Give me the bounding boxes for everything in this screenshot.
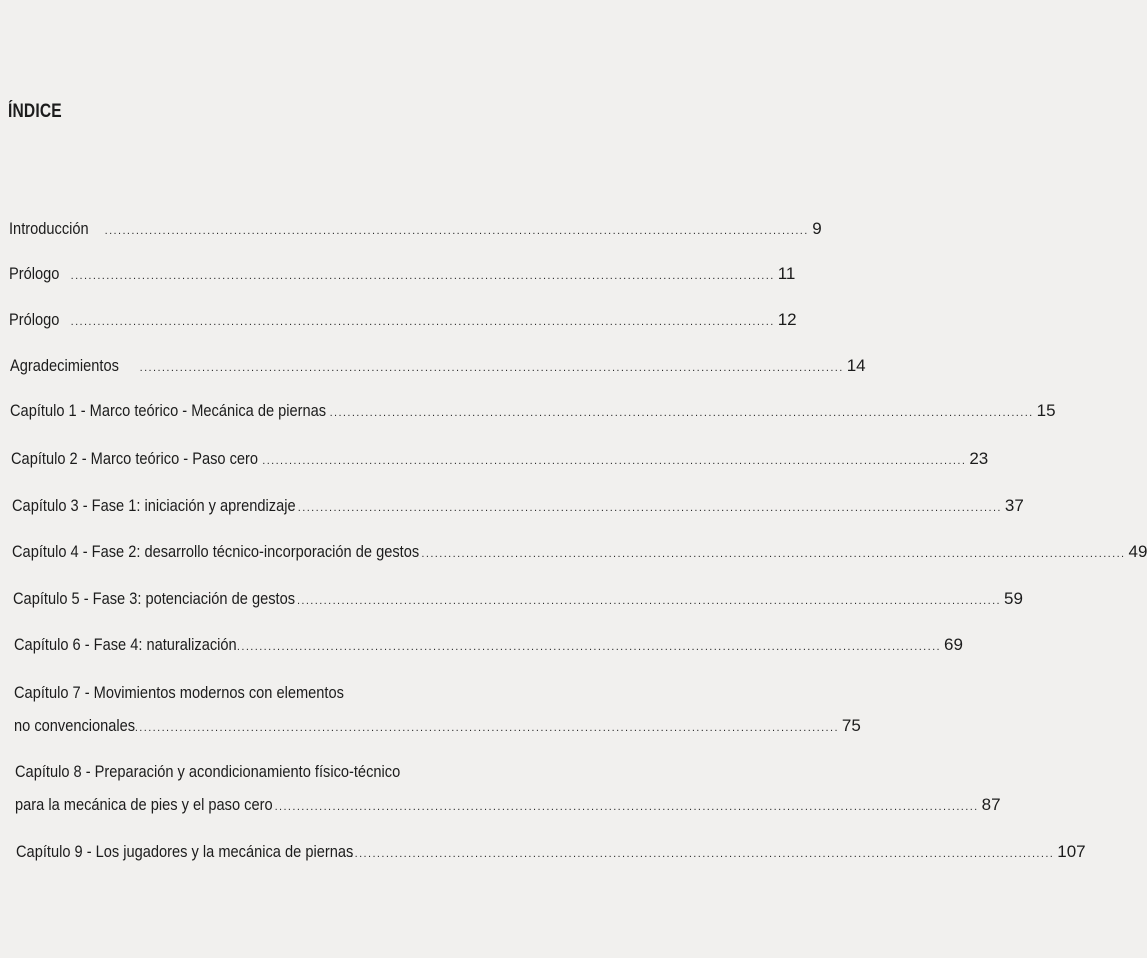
toc-entry-prologo-2 xyxy=(9,310,797,332)
toc-entry-page: 107 xyxy=(1057,842,1086,861)
toc-entry-page: 59 xyxy=(1004,589,1023,608)
leader-dots: .............................................................................................................................................................. xyxy=(297,502,1002,514)
leader-dots: .............................................................................................................................................................. xyxy=(262,455,967,467)
toc-entry-capitulo-9 xyxy=(16,842,1086,864)
toc-entry-label: Introducción xyxy=(9,219,89,238)
leader-dots: .............................................................................................................................................................. xyxy=(70,316,775,328)
leader-dots: .............................................................................................................................................................. xyxy=(236,641,941,653)
toc-entry-label: Capítulo 3 - Fase 1: iniciación y aprendizaje xyxy=(12,496,296,515)
toc-entry-label: Capítulo 9 - Los jugadores y la mecánica de piernas xyxy=(16,842,354,861)
toc-entry-capitulo-5 xyxy=(13,589,1023,611)
toc-entry-capitulo-6 xyxy=(14,635,963,657)
leader-dots: .............................................................................................................................................................. xyxy=(296,595,1002,607)
toc-entry-label-line1: Capítulo 8 - Preparación y acondicionamiento físico-técnico xyxy=(15,762,401,781)
toc-entry-capitulo-3 xyxy=(12,496,1024,518)
toc-entry-label-line2: no convencionales xyxy=(14,716,136,735)
toc-entry-label-line1: Capítulo 7 - Movimientos modernos con elementos xyxy=(14,683,344,702)
leader-dots: .............................................................................................................................................................. xyxy=(274,801,979,813)
toc-entry-capitulo-1 xyxy=(10,401,1056,423)
toc-entry-page: 11 xyxy=(777,264,796,283)
toc-entry-capitulo-4 xyxy=(12,542,1147,564)
leader-dots: .............................................................................................................................................................. xyxy=(329,407,1034,419)
leader-dots: .............................................................................................................................................................. xyxy=(350,848,1055,860)
leader-dots: .............................................................................................................................................................. xyxy=(139,362,844,374)
toc-entry-label: Prólogo xyxy=(9,264,60,283)
index-title: ÍNDICE xyxy=(8,101,62,122)
toc-entry-page: 23 xyxy=(969,449,989,468)
leader-dots: .............................................................................................................................................................. xyxy=(134,722,839,734)
toc-entry-label: Capítulo 2 - Marco teórico - Paso cero xyxy=(11,449,259,468)
leader-dots: .............................................................................................................................................................. xyxy=(104,225,809,237)
toc-entry-page: 12 xyxy=(777,310,797,329)
toc-entry-page: 37 xyxy=(1004,496,1024,515)
toc-entry-label: Capítulo 6 - Fase 4: naturalización xyxy=(14,635,237,654)
toc-entry-agradecimientos xyxy=(10,356,866,378)
toc-entry-introduccion xyxy=(9,219,822,241)
toc-entry-capitulo-8 xyxy=(15,762,1001,817)
toc-entry-prologo-1 xyxy=(9,264,796,286)
leader-dots: .............................................................................................................................................................. xyxy=(70,270,775,282)
toc-entry-label: Capítulo 1 - Marco teórico - Mecánica de piernas xyxy=(10,401,327,420)
toc-entry-label-line2: para la mecánica de pies y el paso cero xyxy=(15,795,273,814)
toc-entry-page: 75 xyxy=(841,716,861,735)
toc-entry-label: Prólogo xyxy=(9,310,60,329)
toc-entry-page: 69 xyxy=(944,635,963,654)
toc-entry-page: 87 xyxy=(981,795,1001,814)
toc-entry-page: 15 xyxy=(1036,401,1056,420)
toc-entry-page: 9 xyxy=(812,219,822,238)
toc-entry-label: Agradecimientos xyxy=(10,356,119,375)
toc-entry-capitulo-7 xyxy=(14,683,861,738)
toc-entry-label: Capítulo 5 - Fase 3: potenciación de gestos xyxy=(13,589,296,608)
toc-entry-capitulo-2 xyxy=(11,449,989,471)
leader-dots: .............................................................................................................................................................. xyxy=(421,548,1126,560)
toc-entry-label: Capítulo 4 - Fase 2: desarrollo técnico-incorporación de gestos xyxy=(12,542,420,561)
toc-entry-page: 49 xyxy=(1128,542,1147,561)
toc-entry-page: 14 xyxy=(846,356,866,375)
